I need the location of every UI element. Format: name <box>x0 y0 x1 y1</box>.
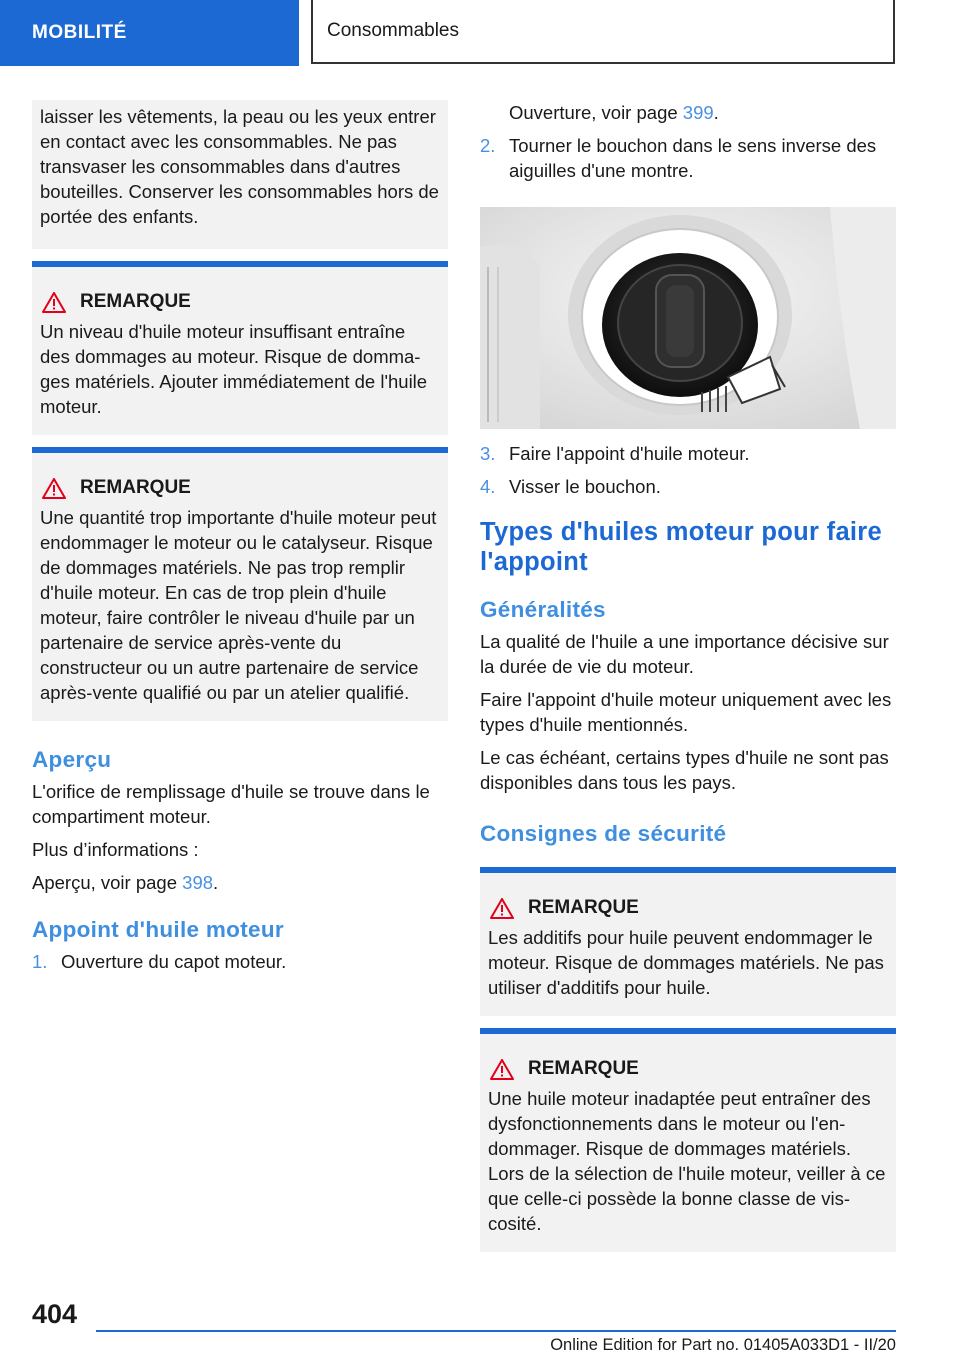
warning-triangle-icon <box>490 898 514 919</box>
step-text: Tourner le bouchon dans le sens inverse des aiguilles d'une montre. <box>509 135 877 181</box>
step-item <box>480 441 896 466</box>
step-item <box>32 949 448 974</box>
warning-triangle-icon <box>42 478 66 499</box>
step-number: 4. <box>480 476 496 497</box>
page-number: 404 <box>32 1299 78 1329</box>
page-header <box>0 0 960 66</box>
chapter-title: Consommables <box>311 0 895 64</box>
page-link-399[interactable]: 399 <box>682 102 714 123</box>
apercu-p2: Plus d’informations : <box>32 839 199 860</box>
oil-cap-illustration <box>480 207 896 429</box>
step-text: Visser le bouchon. <box>509 476 661 497</box>
step-number: 3. <box>480 443 496 464</box>
notice-title: REMARQUE <box>528 1058 639 1079</box>
heading-types-huiles: Types d'huiles moteur pour faire l'appoint <box>480 518 883 576</box>
step-number: 2. <box>480 135 496 156</box>
step-number: 1. <box>32 951 48 972</box>
notice-title: REMARQUE <box>528 897 639 918</box>
notice-title: REMARQUE <box>80 477 191 498</box>
notice-additives <box>480 867 896 1016</box>
generalites-p3: Le cas échéant, certains types d'huile ne sont pas disponibles dans tous les pays. <box>480 747 889 793</box>
notice-title: REMARQUE <box>80 291 191 312</box>
page-link-398[interactable]: 398 <box>182 872 214 893</box>
notice-unsuitable-oil <box>480 1028 896 1252</box>
warning-triangle-icon <box>42 292 66 313</box>
generalites-p1: La qualité de l'huile a une importance décisive sur la durée de vie du moteur. <box>480 631 889 677</box>
heading-generalites: Généralités <box>480 597 606 622</box>
notice-text: Un niveau d'huile moteur insuffisant entraîne des dommages au moteur. Risque de domma-ges matériels. Ajouter immédiatement de l'huile moteur. <box>40 321 428 417</box>
apercu-p1: L'orifice de remplissage d'huile se trouve dans le compartiment moteur. <box>32 781 430 827</box>
notice-text: Une huile moteur inadaptée peut entraîner des dysfonctionnements dans le moteur ou l'en-dommager. Risque de dommages matériels. Lors de la sélection de l'huile moteur, veiller à ce que celle-ci possède la bonne classe de vis-cosité. <box>488 1088 886 1234</box>
footer-divider <box>96 1330 896 1332</box>
heading-appoint: Appoint d'huile moteur <box>32 917 284 942</box>
section-tab[interactable]: MOBILITÉ <box>0 0 299 66</box>
heading-consignes: Consignes de sécurité <box>480 821 727 846</box>
apercu-p3: Aperçu, voir page 398. <box>32 872 219 893</box>
step-text: Ouverture du capot moteur. <box>61 951 287 972</box>
warning-triangle-icon <box>490 1059 514 1080</box>
notice-overfill-oil <box>32 447 448 721</box>
notice-continuation-text: laisser les vêtements, la peau ou les yeux entrer en contact avec les consommables. Ne pas transvaser les consommables dans d'autres bouteilles. Conserver les consommables hors de portée des enfants. <box>40 106 439 227</box>
step-continuation: Ouverture, voir page 399. <box>509 102 719 123</box>
notice-continuation <box>32 100 448 249</box>
notice-insufficient-oil <box>32 261 448 435</box>
step-text: Faire l'appoint d'huile moteur. <box>509 443 750 464</box>
right-column <box>480 100 896 1252</box>
step-item <box>480 474 896 499</box>
notice-text: Les additifs pour huile peuvent endommager le moteur. Risque de dommages matériels. Ne pas utiliser d'additifs pour huile. <box>488 927 884 998</box>
heading-apercu: Aperçu <box>32 747 112 772</box>
step-item <box>480 133 896 183</box>
generalites-p2: Faire l'appoint d'huile moteur uniquement avec les types d'huile mentionnés. <box>480 689 892 735</box>
notice-text: Une quantité trop importante d'huile moteur peut endommager le moteur ou le catalyseur. Risque de dommages matériels. Ne pas trop remplir d'huile moteur. En cas de trop plein d'huile moteur, faire contrôler le niveau d'huile par un partenaire de service après-vente du constructeur ou un autre partenaire de service après-vente qualifié ou par un atelier qualifié. <box>40 507 437 703</box>
left-column <box>32 100 448 982</box>
oil-cap-photo <box>480 207 896 429</box>
footer-edition: Online Edition for Part no. 01405A033D1 - II/20 <box>550 1336 896 1354</box>
